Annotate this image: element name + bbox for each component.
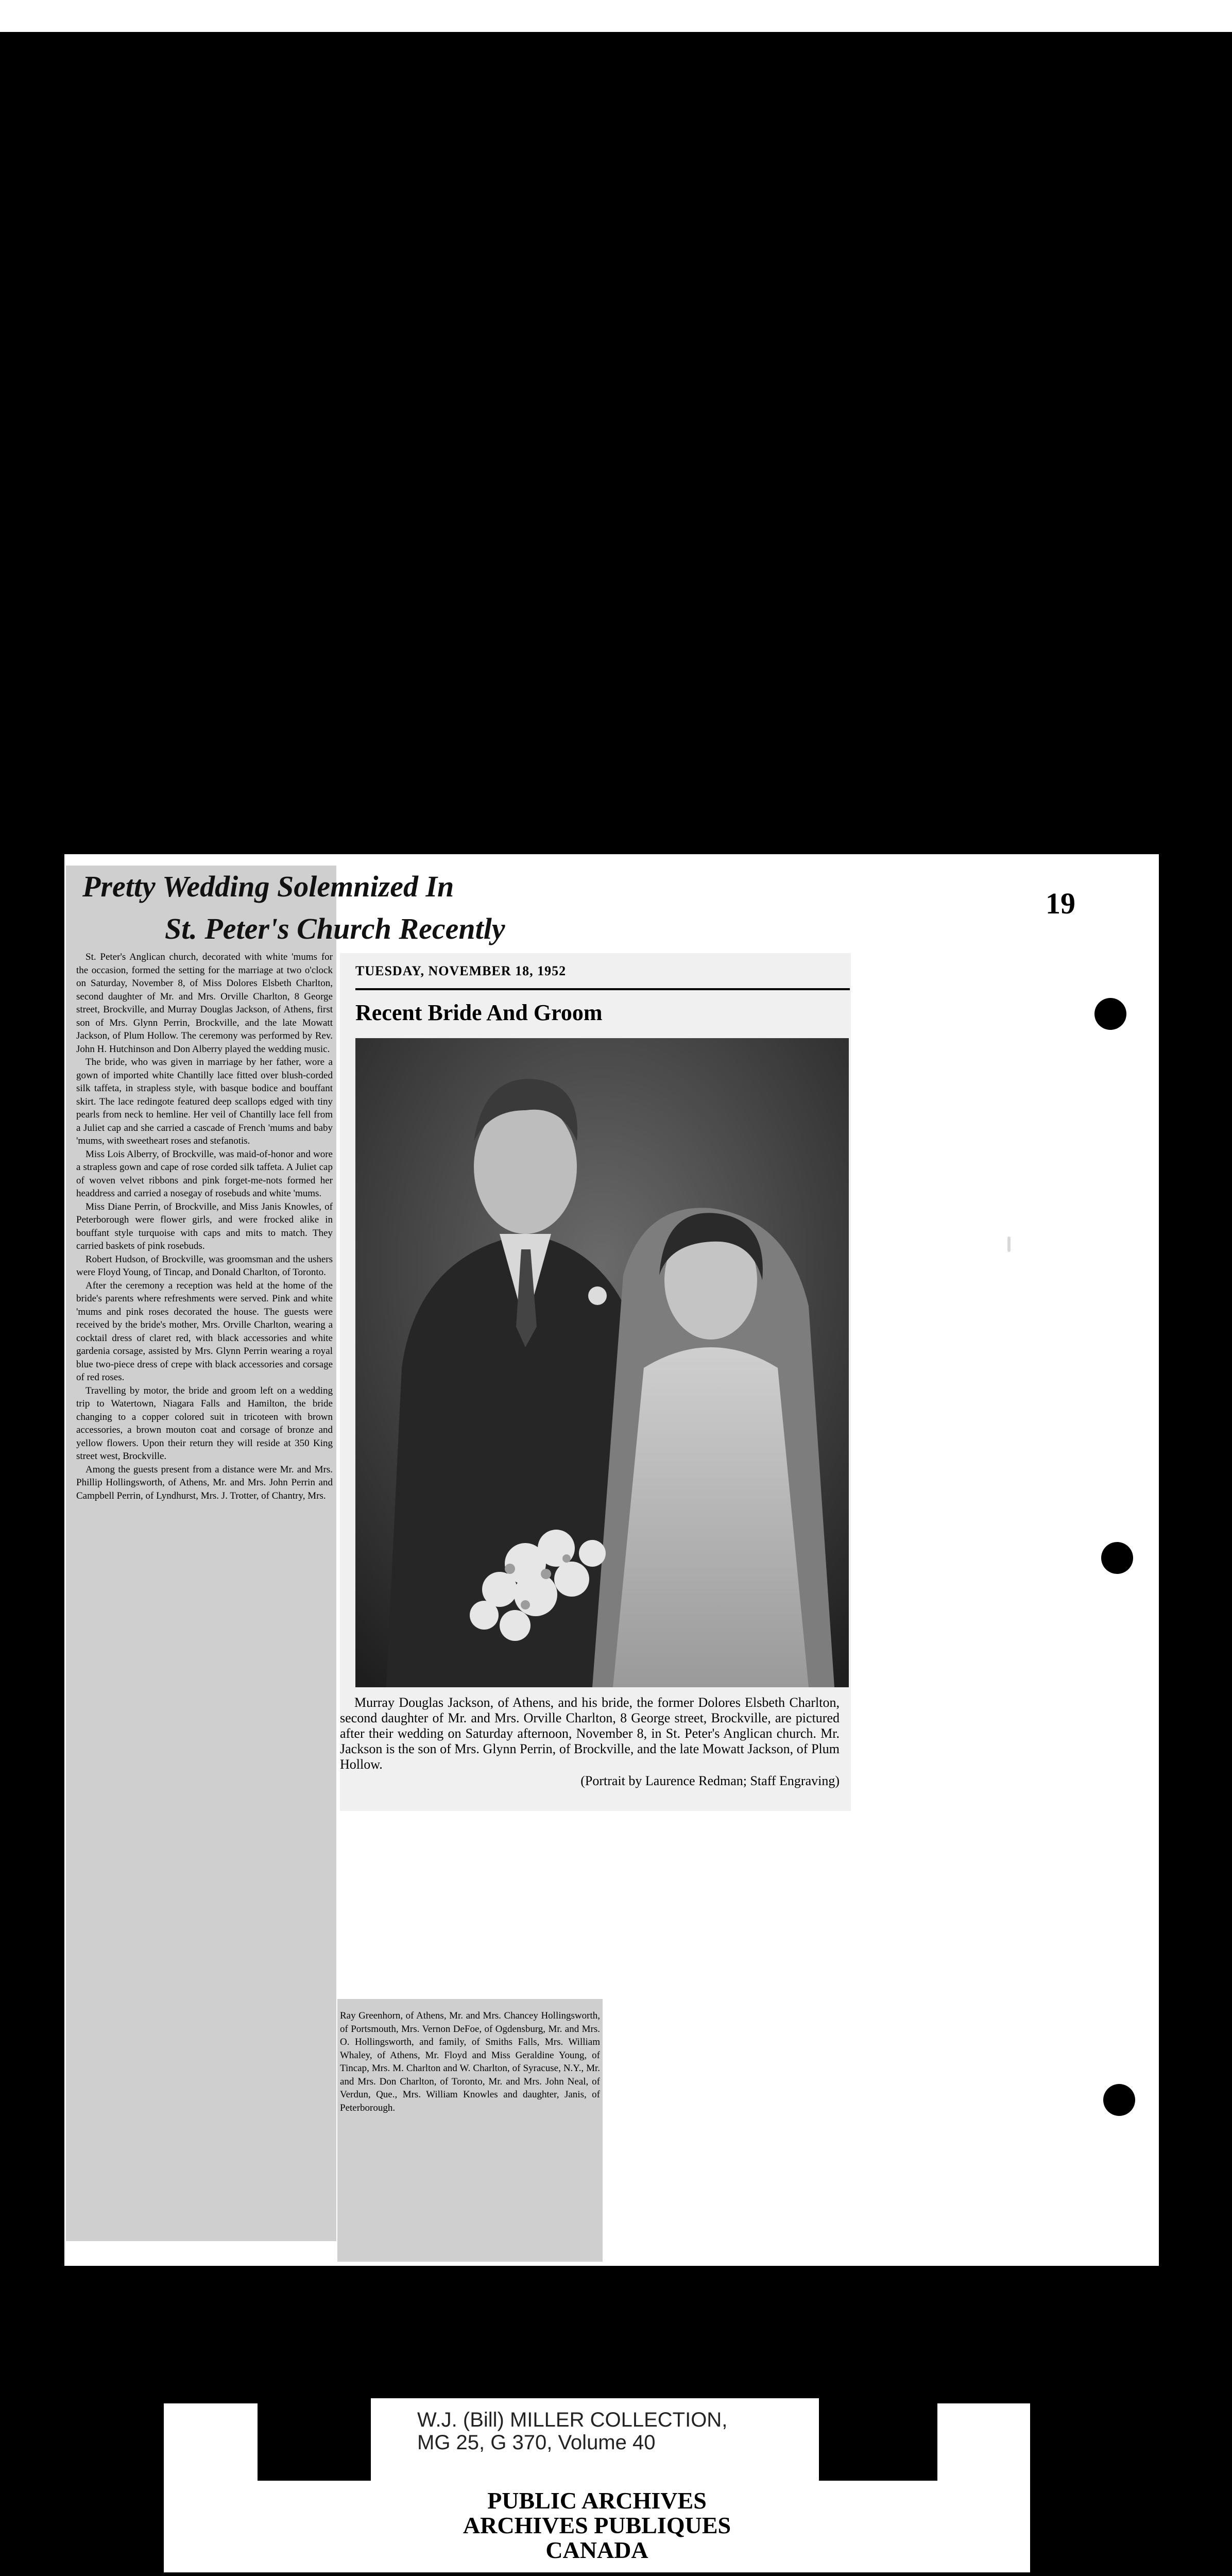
archives-stamp bbox=[164, 2488, 1030, 2563]
page-number: 19 bbox=[1046, 887, 1075, 920]
label-black-tab bbox=[258, 2398, 371, 2481]
dateline-rule bbox=[355, 988, 850, 990]
photo-credit: (Portrait by Laurence Redman; Staff Engraving) bbox=[580, 1773, 840, 1788]
wedding-photograph bbox=[355, 1038, 849, 1687]
punch-hole bbox=[1101, 1542, 1133, 1574]
top-margin-strip bbox=[0, 0, 1232, 32]
punch-hole bbox=[1103, 2084, 1135, 2116]
article-paragraph: After the ceremony a reception was held at the home of the bride's parents where refreshments were served. Pink and white 'mums and pink roses decorated the house. The guests were received by the bride's mother, Mrs. Orville Charlton, wearing a cocktail dress of claret red, with black accessories and white gardenia corsage, assisted by Mrs. Glynn Perrin wearing a royal blue two-piece dress of crepe with black accessories and corsage of red roses. bbox=[76, 1280, 333, 1383]
article-paragraph: Miss Diane Perrin, of Brockville, and Miss Janis Knowles, of Peterborough were flower girls, and were frocked alike in bouffant style turquoise with caps and mits to match. They carried baskets of pink rosebuds. bbox=[76, 1201, 333, 1251]
bride-and-groom-image bbox=[355, 1038, 849, 1687]
label-black-tab bbox=[819, 2398, 937, 2481]
article-paragraph: Miss Lois Alberry, of Brockville, was maid-of-honor and wore a strapless gown and cape of rose corded silk taffeta. A Juliet cap of woven velvet ribbons and pink forget-me-nots formed her headdress and carried a nosegay of rosebuds and white 'mums. bbox=[76, 1148, 333, 1199]
newspaper-dateline: TUESDAY, NOVEMBER 18, 1952 bbox=[355, 963, 567, 978]
headline-line-1: Pretty Wedding Solemnized In bbox=[82, 870, 454, 903]
film-speck bbox=[1007, 1236, 1011, 1252]
stamp-line-1: PUBLIC ARCHIVES bbox=[487, 2487, 707, 2514]
stamp-line-3: CANADA bbox=[545, 2537, 648, 2563]
article-paragraph: Robert Hudson, of Brockville, was groomsman and the ushers were Floyd Young, of Tincap, and Donald Charlton, of Toronto. bbox=[76, 1253, 333, 1278]
article-column-1 bbox=[76, 951, 333, 1502]
article-paragraph: The bride, who was given in marriage by her father, wore a gown of imported white Chantilly lace fitted over blush-corded silk taffeta, in strapless style, with basque bodice and bouffant skirt. The lace redingote featured deep scallops edged with tiny pearls from neck to hemline. Her veil of Chantilly lace fell from a Juliet cap and she carried a cascade of French 'mums and baby 'mums, with sweetheart roses and stefanotis. bbox=[76, 1057, 333, 1146]
photo-heading: Recent Bride And Groom bbox=[355, 1000, 603, 1025]
article-headline bbox=[82, 866, 597, 950]
article-paragraph: Among the guests present from a distance were Mr. and Mrs. Phillip Hollingsworth, of Athens, Mr. and Mrs. John Perrin and Campbell Perrin, of Lyndhurst, Mrs. J. Trotter, of Chantry, Mrs. bbox=[76, 1464, 333, 1501]
headline-line-2: St. Peter's Church Recently bbox=[165, 912, 505, 945]
article-column-2: Ray Greenhorn, of Athens, Mr. and Mrs. Chancey Hollingsworth, of Portsmouth, Mrs. Vernon DeFoe, of Ogdensburg, Mr. and Mrs. O. Hollingsworth, and family, of Smiths Falls, Mrs. William Whaley, of Athens, Mr. Floyd and Miss Geraldine Young, of Tincap, Mrs. M. Charlton and W. Charlton, of Syracuse, N.Y., Mr. and Mrs. Don Charlton, of Toronto, Mr. and Mrs. John Neal, of Verdun, Que., Mrs. William Knowles and daughter, Janis, of Peterborough. bbox=[340, 2010, 600, 2113]
caption-text: Murray Douglas Jackson, of Athens, and his bride, the former Dolores Elsbeth Charlton, second daughter of Mr. and Mrs. Orville Charlton, 8 George street, Brockville, are pictured after their wedding on Saturday afternoon, November 8, in St. Peter's Anglican church. Mr. Jackson is the son of Mrs. Glynn Perrin, of Brockville, and the late Mowatt Jackson, of Plum Hollow. bbox=[340, 1695, 840, 1772]
collection-tag bbox=[371, 2398, 819, 2481]
punch-hole bbox=[1094, 998, 1126, 1030]
collection-line-1: W.J. (Bill) MILLER COLLECTION, bbox=[417, 2409, 728, 2431]
article-paragraph: Travelling by motor, the bride and groom left on a wedding trip to Watertown, Niagara Falls and Hamilton, the bride changing to a copper colored suit in tricoteen with brown accessories, a brown mouton coat and corsage of bronze and yellow flowers. Upon their return they will reside at 350 King street west, Brockville. bbox=[76, 1385, 333, 1462]
article-paragraph: St. Peter's Anglican church, decorated with white 'mums for the occasion, formed the setting for the marriage at two o'clock on Saturday, November 8, of Miss Dolores Elsbeth Charlton, second daughter of Mr. and Mrs. Orville Charlton, 8 George street, Brockville, and Murray Douglas Jackson, of Athens, first son of Mrs. Glynn Perrin, Brockville, and the late Mowatt Jackson, of Plum Hollow. The ceremony was performed by Rev. John H. Hutchinson and Don Alberry played the wedding music. bbox=[76, 952, 333, 1055]
photo-caption bbox=[340, 1695, 840, 1789]
collection-line-2: MG 25, G 370, Volume 40 bbox=[417, 2431, 656, 2454]
stamp-line-2: ARCHIVES PUBLIQUES bbox=[463, 2512, 731, 2538]
